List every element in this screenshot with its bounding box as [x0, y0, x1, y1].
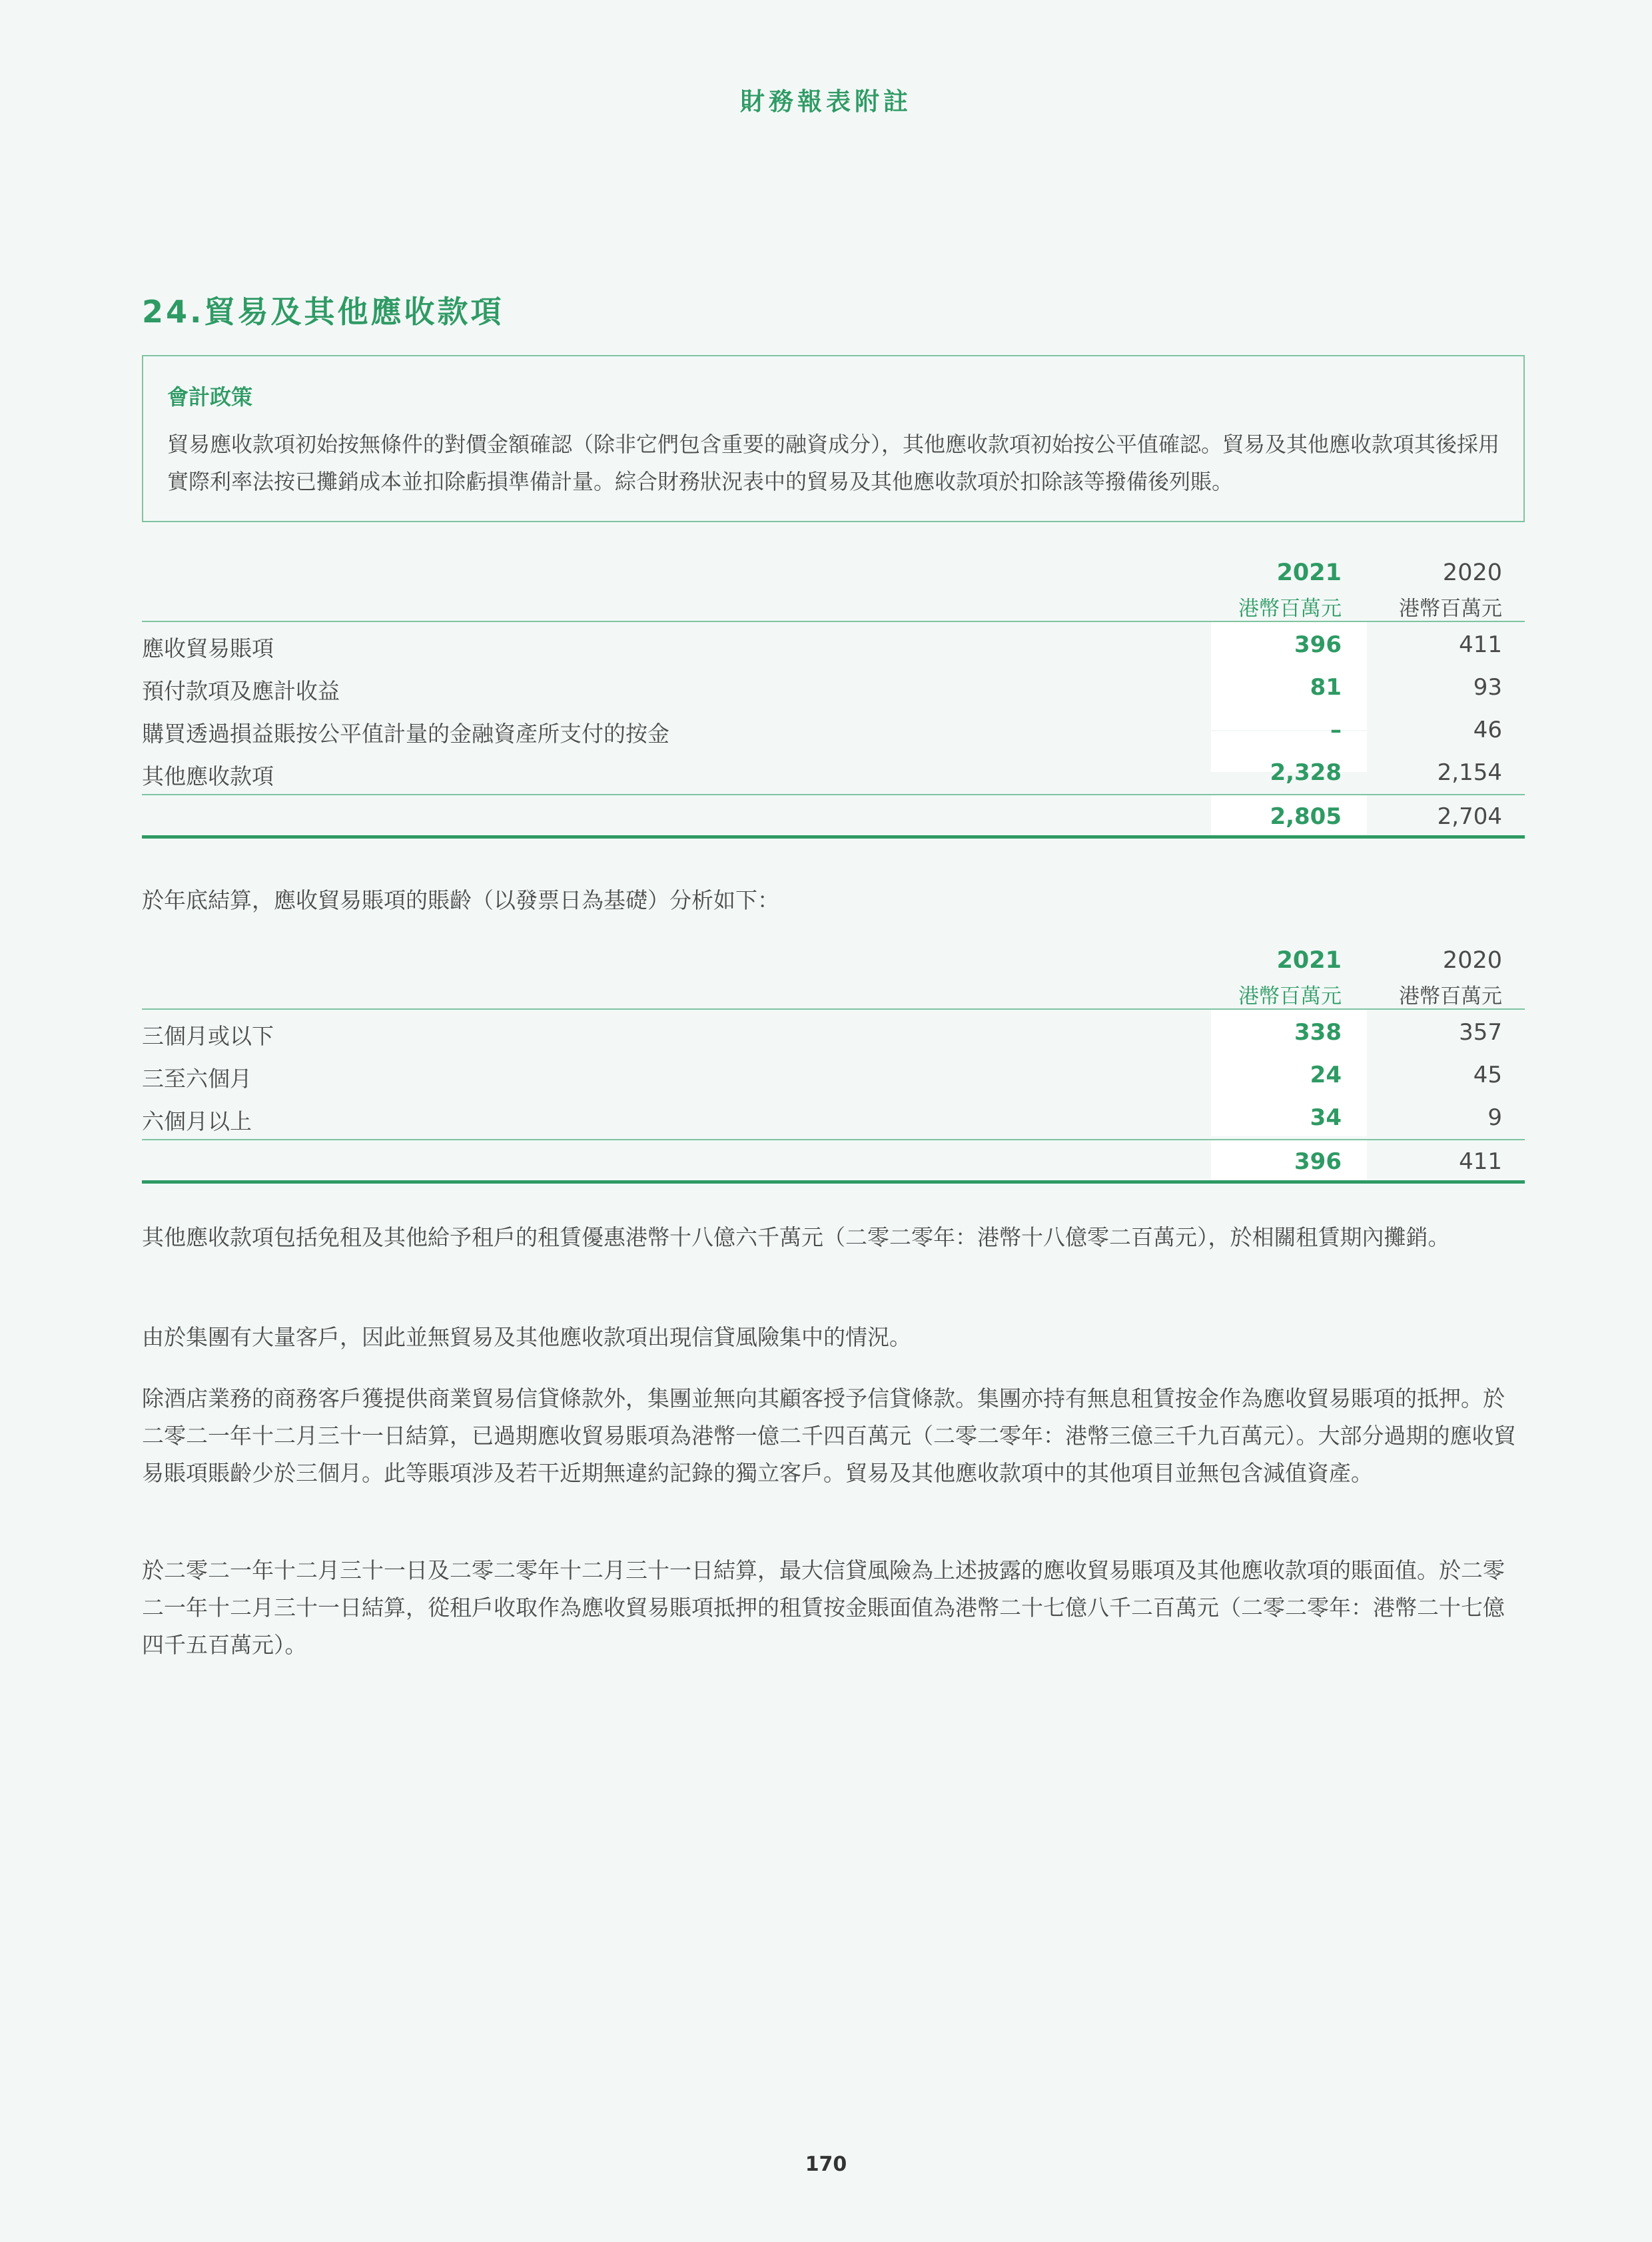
total-row	[142, 1139, 1525, 1182]
row-label: 應收貿易賬項	[142, 635, 274, 661]
total-row	[142, 794, 1525, 837]
page-number: 170	[805, 2153, 847, 2176]
value-current: 338	[1294, 1019, 1342, 1046]
unit-current-heading: 港幣百萬元	[1238, 597, 1342, 621]
total-prior: 411	[1459, 1148, 1502, 1175]
accounting-policy-box	[142, 355, 1525, 522]
value-prior: 45	[1473, 1062, 1502, 1088]
table-row	[142, 1095, 1525, 1138]
total-current: 396	[1294, 1148, 1342, 1175]
value-current: 2,328	[1270, 759, 1342, 786]
table-row	[142, 1010, 1525, 1052]
value-current: 24	[1310, 1062, 1342, 1088]
unit-current-heading: 港幣百萬元	[1238, 984, 1342, 1008]
year-prior-heading: 2020	[1442, 560, 1502, 586]
total-current: 2,805	[1270, 803, 1342, 830]
ageing-table	[142, 944, 1525, 1188]
value-current: 396	[1294, 631, 1342, 658]
unit-prior-heading: 港幣百萬元	[1399, 597, 1502, 621]
row-label: 購買透過損益賬按公平值計量的金融資產所支付的按金	[142, 721, 669, 747]
year-current-heading: 2021	[1276, 947, 1342, 974]
table-header	[142, 944, 1525, 1010]
policy-text: 貿易應收款項初始按無條件的對價金額確認（除非它們包含重要的融資成分），其他應收款項初始按公平值確認。貿易及其他應收款項其後採用實際利率法按已攤銷成本並扣除虧損準備計量。綜合財務狀況表中的貿易及其他應收款項於扣除該等撥備後列賬。	[167, 432, 1500, 494]
unit-prior-heading: 港幣百萬元	[1399, 984, 1502, 1008]
value-prior: 2,154	[1437, 759, 1502, 786]
value-prior: 46	[1473, 717, 1502, 743]
value-prior: 93	[1473, 674, 1502, 701]
total-prior: 2,704	[1437, 803, 1502, 830]
year-current-heading: 2021	[1276, 560, 1342, 586]
paragraph-credit-concentration: 由於集團有大量客戶，因此並無貿易及其他應收款項出現信貸風險集中的情況。	[142, 1324, 911, 1350]
table-header	[142, 557, 1525, 622]
row-label: 三至六個月	[142, 1066, 252, 1092]
table-row	[142, 665, 1525, 707]
receivables-table	[142, 557, 1525, 840]
row-label: 其他應收款項	[142, 763, 274, 789]
policy-heading: 會計政策	[167, 384, 253, 410]
row-label: 預付款項及應計收益	[142, 678, 340, 704]
section-title: 24.貿易及其他應收款項	[142, 294, 504, 330]
table-row	[142, 1052, 1525, 1095]
paragraph-max-credit-risk: 於二零二一年十二月三十一日及二零二零年十二月三十一日結算，最大信貸風險為上述披露的應收貿易賬項及其他應收款項的賬面值。於二零二一年十二月三十一日結算，從租戶收取作為應收貿易賬項抵押的租賃按金賬面值為港幣二十七億八千二百萬元（二零二零年：港幣二十七億四千五百萬元）。	[142, 1557, 1505, 1658]
total-rule	[142, 835, 1525, 839]
ageing-intro: 於年底結算，應收貿易賬項的賬齡（以發票日為基礎）分析如下：	[142, 887, 779, 913]
table-row	[142, 707, 1525, 750]
table-row	[142, 622, 1525, 665]
paragraph-credit-terms: 除酒店業務的商務客戶獲提供商業貿易信貸條款外，集團並無向其顧客授予信貸條款。集團亦持有無息租賃按金作為應收貿易賬項的抵押。於二零二一年十二月三十一日結算，已過期應收貿易賬項為港幣一億二千四百萬元（二零二零年：港幣三億三千九百萬元）。大部分過期的應收貿易賬項賬齡少於三個月。此等賬項涉及若干近期無違約記錄的獨立客戶。貿易及其他應收款項中的其他項目並無包含減值資產。	[142, 1385, 1516, 1486]
table-row	[142, 750, 1525, 793]
value-prior: 357	[1459, 1019, 1502, 1046]
total-rule	[142, 1180, 1525, 1184]
row-label: 六個月以上	[142, 1108, 252, 1134]
year-prior-heading: 2020	[1442, 947, 1502, 974]
value-prior: 411	[1459, 631, 1502, 658]
value-current: 81	[1310, 674, 1342, 701]
row-label: 三個月或以下	[142, 1023, 274, 1049]
value-current: 34	[1310, 1104, 1342, 1131]
value-prior: 9	[1487, 1104, 1502, 1131]
running-header: 財務報表附註	[740, 87, 912, 116]
value-current: –	[1330, 717, 1342, 743]
paragraph-lease-incentives: 其他應收款項包括免租及其他給予租戶的租賃優惠港幣十八億六千萬元（二零二零年：港幣十八億零二百萬元），於相關租賃期內攤銷。	[142, 1224, 1450, 1250]
